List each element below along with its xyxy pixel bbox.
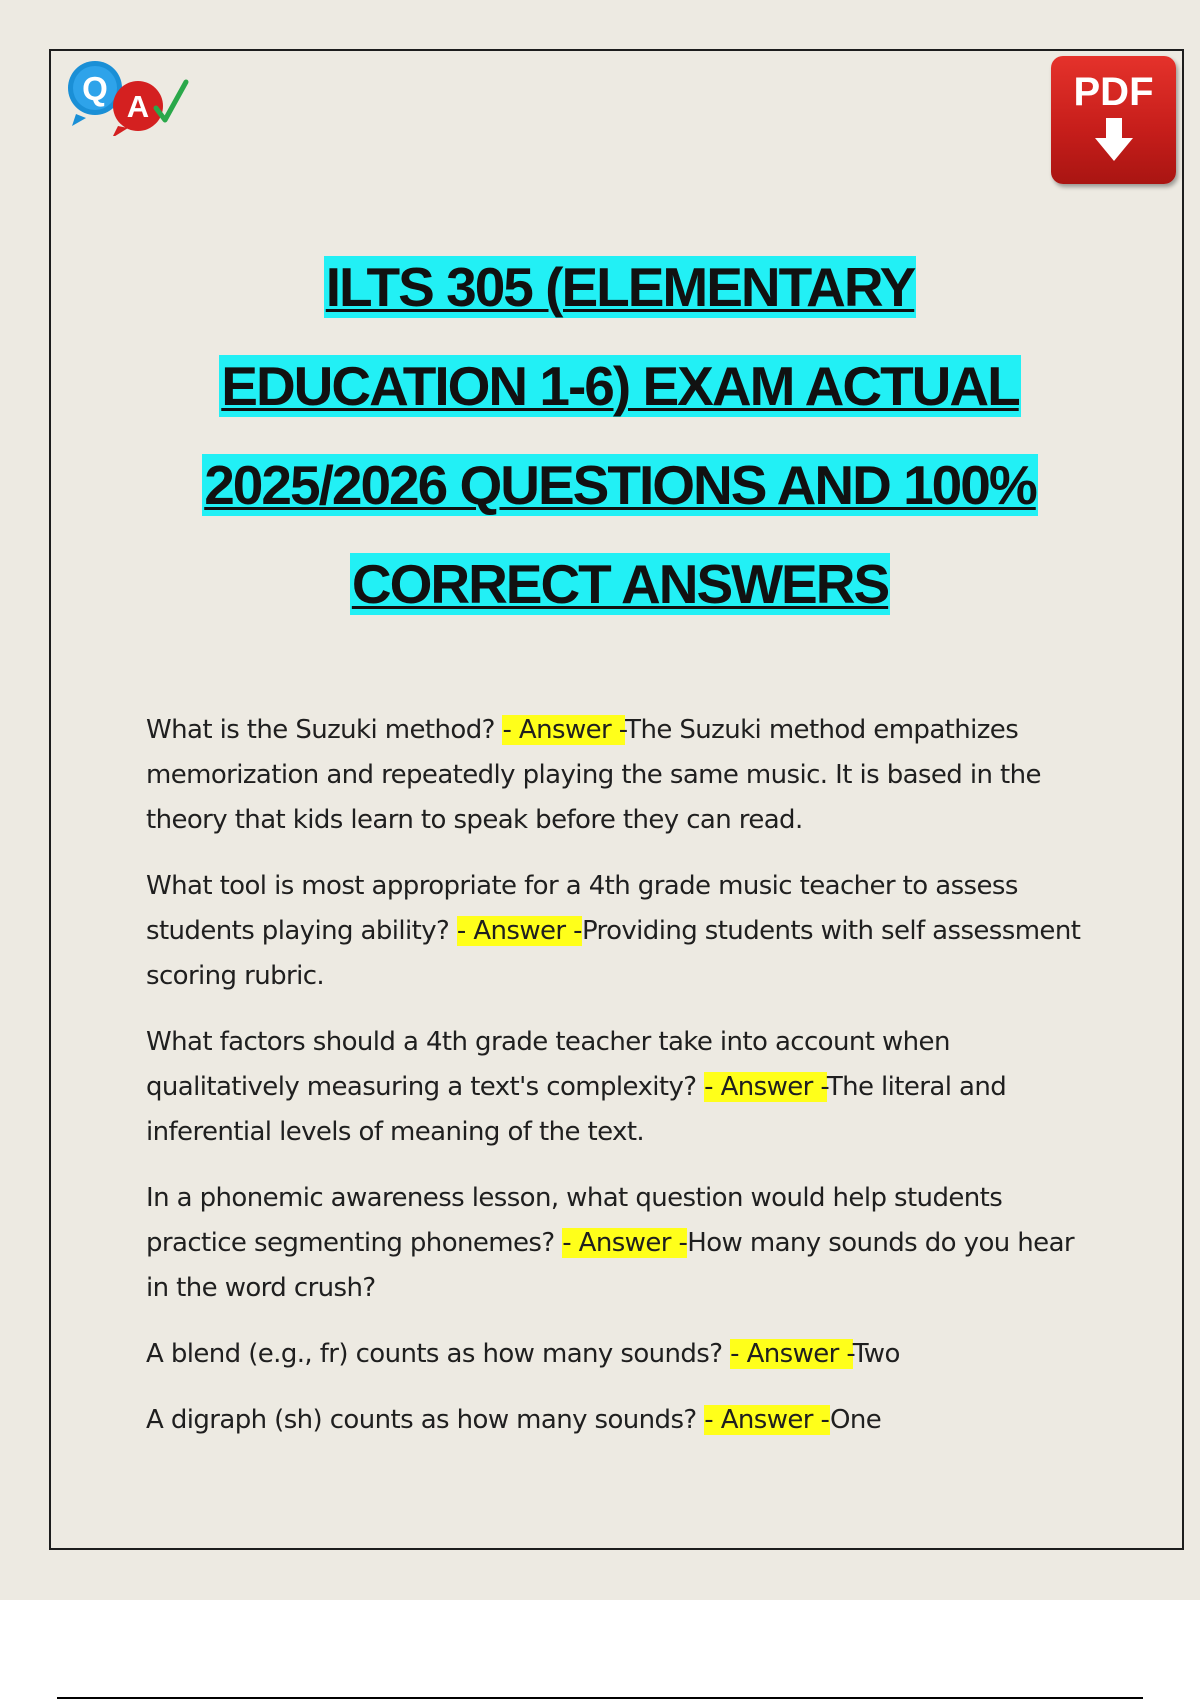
qa-item <box>146 1020 1086 1155</box>
answer-marker: - Answer - <box>502 715 626 745</box>
qa-item <box>146 1398 1086 1443</box>
title-line-2: EDUCATION 1-6) EXAM ACTUAL <box>221 355 1019 417</box>
qa-item <box>146 1176 1086 1311</box>
question-text: What tool is most appropriate for a 4th grade music teacher to assess students playing ability? <box>146 871 1018 946</box>
answer-text: One <box>830 1405 882 1435</box>
download-arrow-icon <box>1094 118 1134 162</box>
title-line-3: 2025/2026 QUESTIONS AND 100% <box>204 454 1036 516</box>
question-text: A blend (e.g., fr) counts as how many sounds? <box>146 1339 731 1369</box>
answer-text: How many sounds do you hear in the word crush? <box>146 1228 1074 1303</box>
pdf-badge-label: PDF <box>1073 70 1154 114</box>
answer-text: The Suzuki method empathizes memorization and repeatedly playing the same music. It is based in the theory that kids learn to speak before they can read. <box>146 715 1041 835</box>
question-text: A digraph (sh) counts as how many sounds? <box>146 1405 705 1435</box>
document-title <box>60 238 1180 634</box>
footer-divider <box>57 1697 1143 1699</box>
answer-marker: - Answer - <box>704 1072 827 1102</box>
answer-text: Providing students with self assessment scoring rubric. <box>146 916 1081 991</box>
logo-q-letter: Q <box>82 70 108 107</box>
answer-marker: - Answer - <box>456 916 582 946</box>
qa-list <box>146 708 1086 1464</box>
qa-item <box>146 708 1086 843</box>
qa-item <box>146 864 1086 999</box>
question-text: What is the Suzuki method? <box>146 715 503 745</box>
answer-marker: - Answer - <box>730 1339 853 1369</box>
question-text: In a phonemic awareness lesson, what question would help students practice segmenting phonemes? <box>146 1183 1003 1258</box>
answer-marker: - Answer - <box>562 1228 688 1258</box>
answer-text: Two <box>852 1339 900 1369</box>
question-text: What factors should a 4th grade teacher take into account when qualitatively measuring a text's complexity? <box>146 1027 950 1102</box>
title-line-1: ILTS 305 (ELEMENTARY <box>325 256 915 318</box>
logo-a-letter: A <box>126 89 150 124</box>
qa-item <box>146 1332 1086 1377</box>
answer-marker: - Answer - <box>704 1405 831 1435</box>
title-line-4: CORRECT ANSWERS <box>351 553 889 615</box>
answer-text: The literal and inferential levels of meaning of the text. <box>146 1072 1007 1147</box>
qa-logo-icon <box>68 56 198 136</box>
pdf-download-button[interactable] <box>1051 56 1176 184</box>
